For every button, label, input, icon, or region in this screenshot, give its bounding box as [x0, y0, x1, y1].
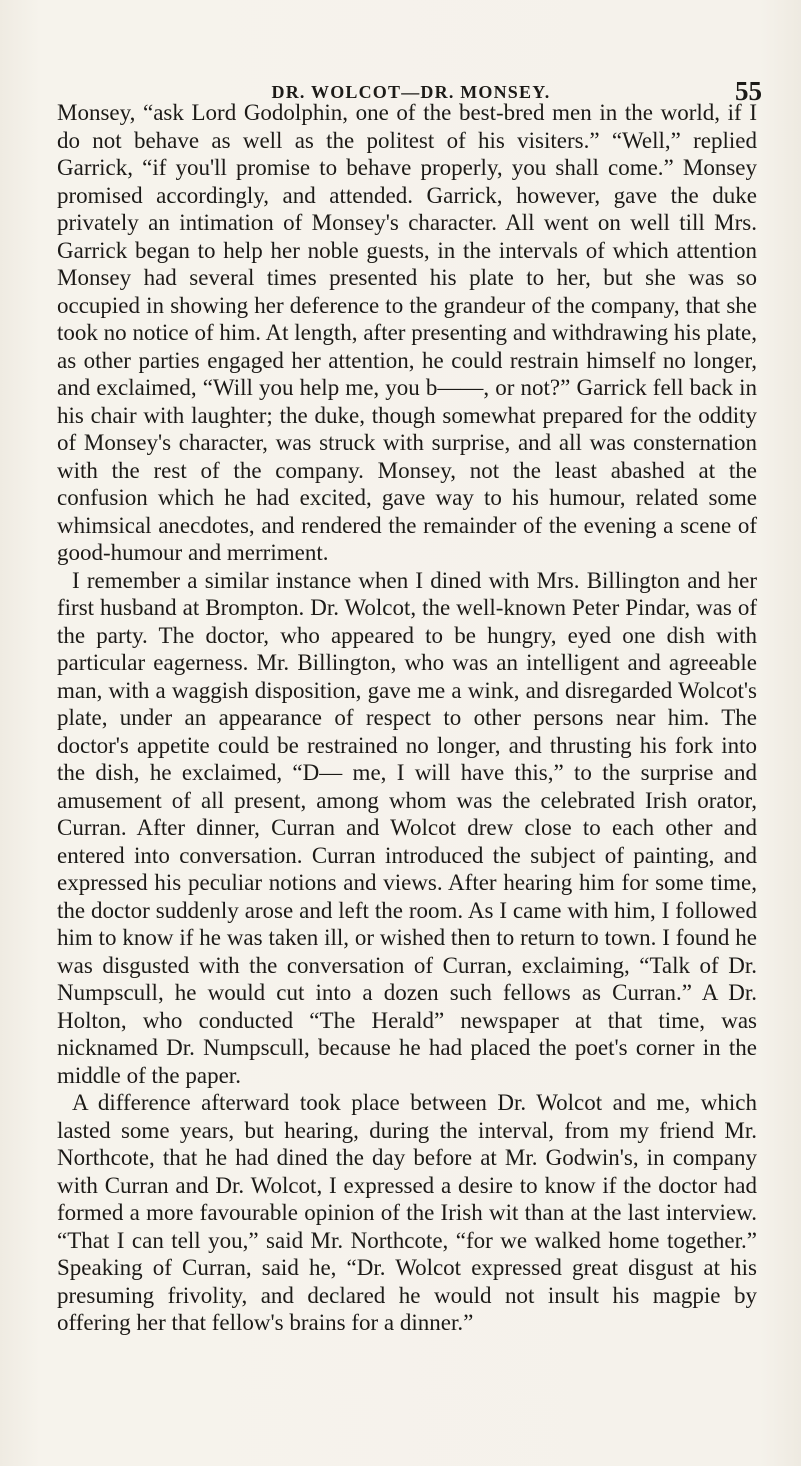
- paragraph-billington: I remember a similar instance when I dined with Mrs. Billington and her first husband at Brompton. Dr. Wolcot, the well-known Peter Pindar, was of the party. The doctor, who appeared to be hungry, eyed one dish with particular eagerness. Mr. Billington, who was an intelligent and agreeable man, with a waggish disposition, gave me a wink, and disregarded Wolcot's plate, under an appearance of respect to other persons near him. The doctor's appetite could be restrained no longer, and thrusting his fork into the dish, he exclaimed, “D— me, I will have this,” to the surprise and amusement of all present, among whom was the celebrated Irish orator, Curran. After dinner, Curran and Wolcot drew close to each other and entered into conversation. Curran introduced the subject of painting, and expressed his peculiar notions and views. After hearing him for some time, the doctor suddenly arose and left the room. As I came with him, I followed him to know if he was taken ill, or wished then to return to town. I found he was disgusted with the conversation of Curran, exclaiming, “Talk of Dr. Numpscull, he would cut into a dozen such fellows as Curran.” A Dr. Holton, who conducted “The Herald” newspaper at that time, was nicknamed Dr. Numpscull, because he had placed the poet's corner in the middle of the paper.: [57, 567, 757, 1088]
- paragraph-monsey: Monsey, “ask Lord Godolphin, one of the best-bred men in the world, if I do not behave as well as the politest of his visiters.” “Well,” replied Garrick, “if you'll promise to behave properly, you shall come.” Monsey promised accordingly, and attended. Garrick, however, gave the duke privately an intimation of Monsey's character. All went on well till Mrs. Garrick began to help her noble guests, in the intervals of which attention Monsey had several times presented his plate to her, but she was so occupied in showing her deference to the grandeur of the company, that she took no notice of him. At length, after presenting and withdrawing his plate, as other parties engaged her attention, he could restrain himself no longer, and exclaimed, “Will you help me, you b——, or not?” Garrick fell back in his chair with laughter; the duke, though somewhat prepared for the oddity of Monsey's character, was struck with surprise, and all was consternation with the rest of the company. Monsey, not the least abashed at the confusion which he had excited, gave way to his humour, related some whimsical anecdotes, and rendered the remainder of the evening a scene of good-humour and merriment.: [57, 100, 757, 565]
- page-number: 55: [735, 76, 762, 106]
- paragraph-northcote: A difference afterward took place between Dr. Wolcot and me, which lasted some years, but hearing, during the interval, from my friend Mr. Northcote, that he had dined the day before at Mr. Godwin's, in company with Curran and Dr. Wolcot, I expressed a desire to know if the doctor had formed a more favourable opinion of the Irish wit than at the last interview. “That I can tell you,” said Mr. Northcote, “for we walked home together.” Speaking of Curran, said he, “Dr. Wolcot expressed great disgust at his presuming frivolity, and declared he would not insult his magpie by offering her that fellow's brains for a dinner.”: [57, 1090, 757, 1335]
- body-text: [57, 99, 757, 1337]
- running-title: DR. WOLCOT—DR. MONSEY.: [271, 82, 551, 102]
